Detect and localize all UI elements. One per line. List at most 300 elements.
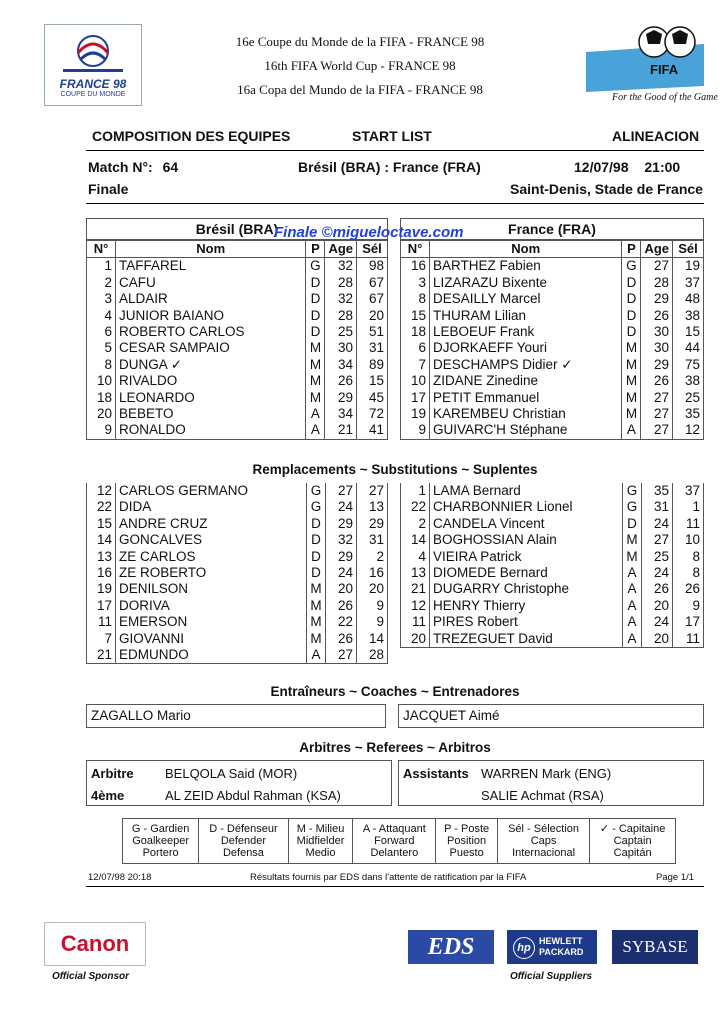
- player-position: M: [622, 390, 641, 406]
- player-number: 20: [401, 631, 430, 648]
- player-row: [87, 532, 388, 548]
- france-subs-table: [400, 483, 704, 648]
- hp-logo: [507, 930, 597, 964]
- legend-text: Defensa: [222, 847, 264, 859]
- player-name: DENILSON: [116, 581, 307, 597]
- player-caps: 45: [357, 390, 388, 406]
- france-team-name: France (FRA): [400, 218, 704, 240]
- player-caps: 20: [357, 581, 388, 597]
- player-name: CESAR SAMPAIO: [116, 340, 306, 356]
- player-name: LEONARDO: [116, 390, 306, 406]
- player-position: G: [307, 499, 326, 515]
- player-caps: 25: [673, 390, 704, 406]
- player-position: D: [306, 275, 325, 291]
- player-age: 28: [641, 275, 673, 291]
- col-name: Nom: [430, 241, 622, 258]
- player-number: 21: [401, 581, 430, 597]
- player-caps: 11: [673, 516, 704, 532]
- player-position: M: [307, 614, 326, 630]
- legend-item: [353, 819, 436, 863]
- legend-text: G - Gardien: [131, 823, 190, 835]
- player-caps: 9: [673, 598, 704, 614]
- title-alineacion: ALINEACION: [612, 128, 700, 144]
- eds-logo: EDS: [408, 930, 494, 964]
- player-name: BOGHOSSIAN Alain: [430, 532, 623, 548]
- footer-rule: [86, 886, 704, 887]
- player-age: 26: [326, 631, 357, 647]
- player-position: D: [623, 516, 642, 532]
- player-caps: 13: [357, 499, 388, 515]
- player-name: EDMUNDO: [116, 647, 307, 664]
- player-caps: 19: [673, 258, 704, 275]
- legend-text: Puesto: [449, 847, 484, 859]
- player-caps: 15: [357, 373, 388, 389]
- player-position: M: [307, 631, 326, 647]
- player-age: 30: [325, 340, 357, 356]
- player-number: 7: [87, 631, 116, 647]
- player-caps: 48: [673, 291, 704, 307]
- col-no: N°: [401, 241, 430, 258]
- player-caps: 9: [357, 598, 388, 614]
- player-number: 15: [401, 308, 430, 324]
- player-row: [87, 614, 388, 630]
- player-caps: 98: [357, 258, 388, 275]
- player-number: 21: [87, 647, 116, 664]
- player-age: 34: [325, 357, 357, 373]
- legend-item: [288, 819, 353, 863]
- player-age: 27: [641, 406, 673, 422]
- hp-text: HEWLETT PACKARD: [539, 936, 584, 957]
- legend-text: Defender: [220, 835, 267, 847]
- player-caps: 2: [357, 549, 388, 565]
- player-age: 24: [326, 499, 357, 515]
- player-number: 5: [87, 340, 116, 356]
- player-name: BARTHEZ Fabien: [430, 258, 622, 275]
- sybase-logo: SYBASE: [612, 930, 698, 964]
- player-caps: 16: [357, 565, 388, 581]
- player-name: DESCHAMPS Didier ✓: [430, 357, 622, 373]
- player-age: 20: [642, 598, 673, 614]
- player-position: D: [622, 308, 641, 324]
- player-row: [87, 324, 388, 340]
- arbitre-label: Arbitre: [91, 766, 134, 781]
- player-caps: 31: [357, 340, 388, 356]
- player-position: D: [622, 291, 641, 307]
- player-row: [401, 258, 704, 275]
- player-caps: 72: [357, 406, 388, 422]
- player-position: D: [622, 275, 641, 291]
- player-number: 15: [87, 516, 116, 532]
- legend-text: Sél - Sélection: [508, 823, 580, 835]
- player-row: [401, 581, 704, 597]
- assistants-box: [398, 760, 704, 806]
- player-name: LIZARAZU Bixente: [430, 275, 622, 291]
- legend-text: ✓ - Capitaine: [599, 823, 666, 835]
- player-position: D: [306, 308, 325, 324]
- player-position: D: [306, 291, 325, 307]
- player-position: A: [307, 647, 326, 664]
- player-number: 4: [87, 308, 116, 324]
- watermark: Finale ©migueloctave.com: [274, 224, 464, 241]
- player-number: 20: [87, 406, 116, 422]
- footer-page: Page 1/1: [656, 872, 695, 883]
- legend-item: [199, 819, 288, 863]
- player-position: D: [307, 565, 326, 581]
- player-row: [401, 390, 704, 406]
- player-age: 27: [326, 483, 357, 499]
- player-number: 18: [401, 324, 430, 340]
- player-name: BEBETO: [116, 406, 306, 422]
- player-number: 1: [87, 258, 116, 275]
- col-age: Age: [641, 241, 673, 258]
- brazil-coach: ZAGALLO Mario: [86, 704, 386, 728]
- player-name: RONALDO: [116, 422, 306, 439]
- player-name: TAFFAREL: [116, 258, 306, 275]
- section-referees-title: Arbitres ~ Referees ~ Arbitros: [299, 740, 491, 755]
- legend-text: Midfielder: [296, 835, 345, 847]
- legend-text: Capitán: [613, 847, 652, 859]
- player-name: GIOVANNI: [116, 631, 307, 647]
- match-stage: Finale: [88, 181, 129, 197]
- player-row: [401, 549, 704, 565]
- player-name: PIRES Robert: [430, 614, 623, 630]
- player-caps: 38: [673, 308, 704, 324]
- player-position: D: [307, 549, 326, 565]
- brazil-subs-table: [86, 483, 388, 664]
- player-number: 13: [401, 565, 430, 581]
- player-name: VIEIRA Patrick: [430, 549, 623, 565]
- player-age: 34: [325, 406, 357, 422]
- assistant-2: SALIE Achmat (RSA): [481, 788, 604, 803]
- player-number: 6: [401, 340, 430, 356]
- legend-text: A - Attaquant: [362, 823, 426, 835]
- player-number: 4: [401, 549, 430, 565]
- footer-timestamp: 12/07/98 20:18: [88, 872, 152, 883]
- player-row: [401, 373, 704, 389]
- player-row: [87, 647, 388, 664]
- player-number: 2: [87, 275, 116, 291]
- player-age: 21: [325, 422, 357, 439]
- player-caps: 9: [357, 614, 388, 630]
- player-name: CHARBONNIER Lionel: [430, 499, 623, 515]
- player-name: DORIVA: [116, 598, 307, 614]
- player-caps: 27: [357, 483, 388, 499]
- player-caps: 75: [673, 357, 704, 373]
- player-number: 22: [87, 499, 116, 515]
- fifa-label: FIFA: [650, 62, 679, 77]
- player-position: M: [623, 549, 642, 565]
- player-row: [401, 406, 704, 422]
- player-position: A: [306, 406, 325, 422]
- player-caps: 12: [673, 422, 704, 439]
- match-date: 12/07/98: [574, 159, 629, 175]
- player-age: 24: [326, 565, 357, 581]
- player-age: 27: [326, 647, 357, 664]
- match-venue: Saint-Denis, Stade de France: [510, 181, 703, 197]
- france-starters-table: [400, 240, 704, 440]
- legend-text: Forward: [374, 835, 415, 847]
- logo-subtext: COUPE DU MONDE: [60, 91, 126, 98]
- fifa-logo: [584, 22, 718, 103]
- player-row: [87, 598, 388, 614]
- player-position: A: [622, 422, 641, 439]
- player-caps: 8: [673, 565, 704, 581]
- player-age: 26: [641, 308, 673, 324]
- player-position: D: [622, 324, 641, 340]
- player-number: 22: [401, 499, 430, 515]
- player-name: TREZEGUET David: [430, 631, 623, 648]
- player-row: [87, 581, 388, 597]
- match-number: [88, 159, 178, 175]
- player-position: A: [623, 565, 642, 581]
- player-name: PETIT Emmanuel: [430, 390, 622, 406]
- col-name: Nom: [116, 241, 306, 258]
- header-line-en: 16th FIFA World Cup - FRANCE 98: [264, 58, 456, 73]
- player-age: 26: [325, 373, 357, 389]
- france-coach: JACQUET Aimé: [398, 704, 704, 728]
- player-row: [401, 614, 704, 630]
- player-caps: 51: [357, 324, 388, 340]
- player-age: 28: [325, 308, 357, 324]
- player-row: [401, 340, 704, 356]
- player-position: A: [623, 581, 642, 597]
- player-caps: 26: [673, 581, 704, 597]
- player-number: 12: [401, 598, 430, 614]
- legend-text: Position: [447, 835, 487, 847]
- player-age: 32: [326, 532, 357, 548]
- player-position: A: [306, 422, 325, 439]
- player-caps: 15: [673, 324, 704, 340]
- player-caps: 89: [357, 357, 388, 373]
- arbitre-name: BELQOLA Said (MOR): [165, 766, 298, 781]
- player-age: 31: [642, 499, 673, 515]
- player-name: DIOMEDE Bernard: [430, 565, 623, 581]
- logo-text: FRANCE 98: [59, 77, 127, 91]
- title-rule: [86, 150, 704, 151]
- player-name: ZIDANE Zinedine: [430, 373, 622, 389]
- player-name: DUGARRY Christophe: [430, 581, 623, 597]
- player-position: M: [306, 373, 325, 389]
- player-caps: 11: [673, 631, 704, 648]
- legend-text: M - Milieu: [296, 823, 345, 835]
- legend-text: D - Défenseur: [209, 823, 278, 835]
- fourth-official-name: AL ZEID Abdul Rahman (KSA): [165, 788, 341, 803]
- player-age: 25: [642, 549, 673, 565]
- legend-box: [122, 818, 676, 864]
- section-subs-title: Remplacements ~ Substitutions ~ Suplentes: [252, 462, 538, 477]
- player-position: D: [306, 324, 325, 340]
- player-number: 14: [87, 532, 116, 548]
- player-age: 22: [326, 614, 357, 630]
- player-caps: 37: [673, 483, 704, 499]
- player-age: 26: [642, 581, 673, 597]
- player-number: 14: [401, 532, 430, 548]
- player-age: 29: [641, 291, 673, 307]
- col-sel: Sél: [357, 241, 388, 258]
- player-row: [87, 275, 388, 291]
- player-name: EMERSON: [116, 614, 307, 630]
- legend-text: Caps: [530, 835, 557, 847]
- player-age: 29: [326, 549, 357, 565]
- player-row: [87, 291, 388, 307]
- player-caps: 38: [673, 373, 704, 389]
- player-number: 10: [401, 373, 430, 389]
- player-age: 26: [641, 373, 673, 389]
- player-row: [87, 483, 388, 499]
- player-name: RIVALDO: [116, 373, 306, 389]
- player-number: 17: [401, 390, 430, 406]
- col-no: N°: [87, 241, 116, 258]
- title-composition: COMPOSITION DES EQUIPES: [92, 128, 291, 144]
- player-caps: 29: [357, 516, 388, 532]
- legend-text: Delantero: [370, 847, 419, 859]
- player-row: [87, 422, 388, 439]
- footer-note: Résultats fournis par EDS dans l'attente de ratification par la FIFA: [250, 872, 527, 883]
- player-name: CAFU: [116, 275, 306, 291]
- player-caps: 35: [673, 406, 704, 422]
- col-sel: Sél: [673, 241, 704, 258]
- player-number: 2: [401, 516, 430, 532]
- player-caps: 41: [357, 422, 388, 439]
- player-caps: 14: [357, 631, 388, 647]
- player-age: 27: [641, 258, 673, 275]
- player-position: D: [307, 516, 326, 532]
- legend-text: Captain: [613, 835, 652, 847]
- player-number: 6: [87, 324, 116, 340]
- canon-logo: Canon: [44, 922, 146, 966]
- player-caps: 37: [673, 275, 704, 291]
- legend-text: P - Poste: [444, 823, 490, 835]
- player-number: 9: [87, 422, 116, 439]
- player-name: DIDA: [116, 499, 307, 515]
- header-line-fr: 16e Coupe du Monde de la FIFA - FRANCE 98: [235, 34, 485, 49]
- player-name: DESAILLY Marcel: [430, 291, 622, 307]
- player-position: M: [307, 598, 326, 614]
- match-rule: [86, 203, 704, 204]
- fifa-globe-icon: [584, 22, 706, 102]
- player-caps: 28: [357, 647, 388, 664]
- hp-icon: hp: [513, 937, 535, 959]
- legend-text: Portero: [142, 847, 179, 859]
- section-coaches-title: Entraîneurs ~ Coaches ~ Entrenadores: [270, 684, 520, 699]
- player-caps: 20: [357, 308, 388, 324]
- player-row: [401, 598, 704, 614]
- legend-table: [123, 819, 675, 863]
- title-start-list: START LIST: [352, 128, 432, 144]
- player-position: A: [623, 614, 642, 630]
- player-age: 27: [641, 390, 673, 406]
- player-row: [401, 291, 704, 307]
- player-position: A: [623, 598, 642, 614]
- player-name: ZE CARLOS: [116, 549, 307, 565]
- player-age: 20: [326, 581, 357, 597]
- player-age: 26: [326, 598, 357, 614]
- match-datetime: [574, 159, 680, 175]
- match-teams: Brésil (BRA) : France (FRA): [298, 159, 481, 175]
- player-position: G: [622, 258, 641, 275]
- player-age: 27: [642, 532, 673, 548]
- official-sponsor-label: Official Sponsor: [52, 971, 130, 982]
- player-row: [87, 516, 388, 532]
- player-caps: 31: [357, 532, 388, 548]
- legend-text: Goalkeeper: [132, 835, 190, 847]
- official-suppliers-label: Official Suppliers: [510, 971, 593, 982]
- player-number: 11: [87, 614, 116, 630]
- france98-logo: [44, 24, 142, 106]
- player-number: 18: [87, 390, 116, 406]
- player-number: 10: [87, 373, 116, 389]
- player-name: GONCALVES: [116, 532, 307, 548]
- player-name: KAREMBEU Christian: [430, 406, 622, 422]
- player-row: [87, 565, 388, 581]
- player-position: M: [622, 357, 641, 373]
- player-number: 7: [401, 357, 430, 373]
- player-row: [87, 631, 388, 647]
- player-age: 24: [642, 614, 673, 630]
- player-age: 28: [325, 275, 357, 291]
- player-age: 25: [325, 324, 357, 340]
- player-position: M: [622, 406, 641, 422]
- legend-item: [436, 819, 498, 863]
- player-number: 3: [87, 291, 116, 307]
- referee-box: [86, 760, 392, 806]
- player-age: 30: [641, 340, 673, 356]
- player-number: 19: [401, 406, 430, 422]
- player-caps: 17: [673, 614, 704, 630]
- player-position: M: [622, 340, 641, 356]
- match-time: 21:00: [644, 159, 681, 175]
- player-row: [87, 499, 388, 515]
- player-row: [401, 516, 704, 532]
- player-name: THURAM Lilian: [430, 308, 622, 324]
- player-age: 24: [642, 516, 673, 532]
- player-number: 11: [401, 614, 430, 630]
- player-row: [401, 483, 704, 499]
- player-row: [401, 324, 704, 340]
- player-row: [401, 532, 704, 548]
- player-age: 29: [325, 390, 357, 406]
- legend-item: [497, 819, 589, 863]
- player-name: ROBERTO CARLOS: [116, 324, 306, 340]
- player-position: D: [307, 532, 326, 548]
- player-row: [401, 275, 704, 291]
- player-name: LEBOEUF Frank: [430, 324, 622, 340]
- player-name: JUNIOR BAIANO: [116, 308, 306, 324]
- fourth-official-label: 4ème: [91, 788, 125, 803]
- player-age: 32: [325, 258, 357, 275]
- player-number: 8: [87, 357, 116, 373]
- match-number-value: 64: [162, 159, 179, 175]
- brazil-starters-table: [86, 240, 388, 440]
- player-row: [401, 357, 704, 373]
- player-position: M: [622, 373, 641, 389]
- player-number: 16: [87, 565, 116, 581]
- player-name: LAMA Bernard: [430, 483, 623, 499]
- player-row: [401, 631, 704, 648]
- player-row: [401, 565, 704, 581]
- player-caps: 1: [673, 499, 704, 515]
- fifa-slogan: For the Good of the Game: [612, 92, 718, 103]
- player-position: A: [623, 631, 642, 648]
- player-name: ANDRE CRUZ: [116, 516, 307, 532]
- player-age: 32: [325, 291, 357, 307]
- player-age: 35: [642, 483, 673, 499]
- player-age: 20: [642, 631, 673, 648]
- player-position: G: [623, 499, 642, 515]
- player-name: CARLOS GERMANO: [116, 483, 307, 499]
- player-name: GUIVARC'H Stéphane: [430, 422, 622, 439]
- player-name: ZE ROBERTO: [116, 565, 307, 581]
